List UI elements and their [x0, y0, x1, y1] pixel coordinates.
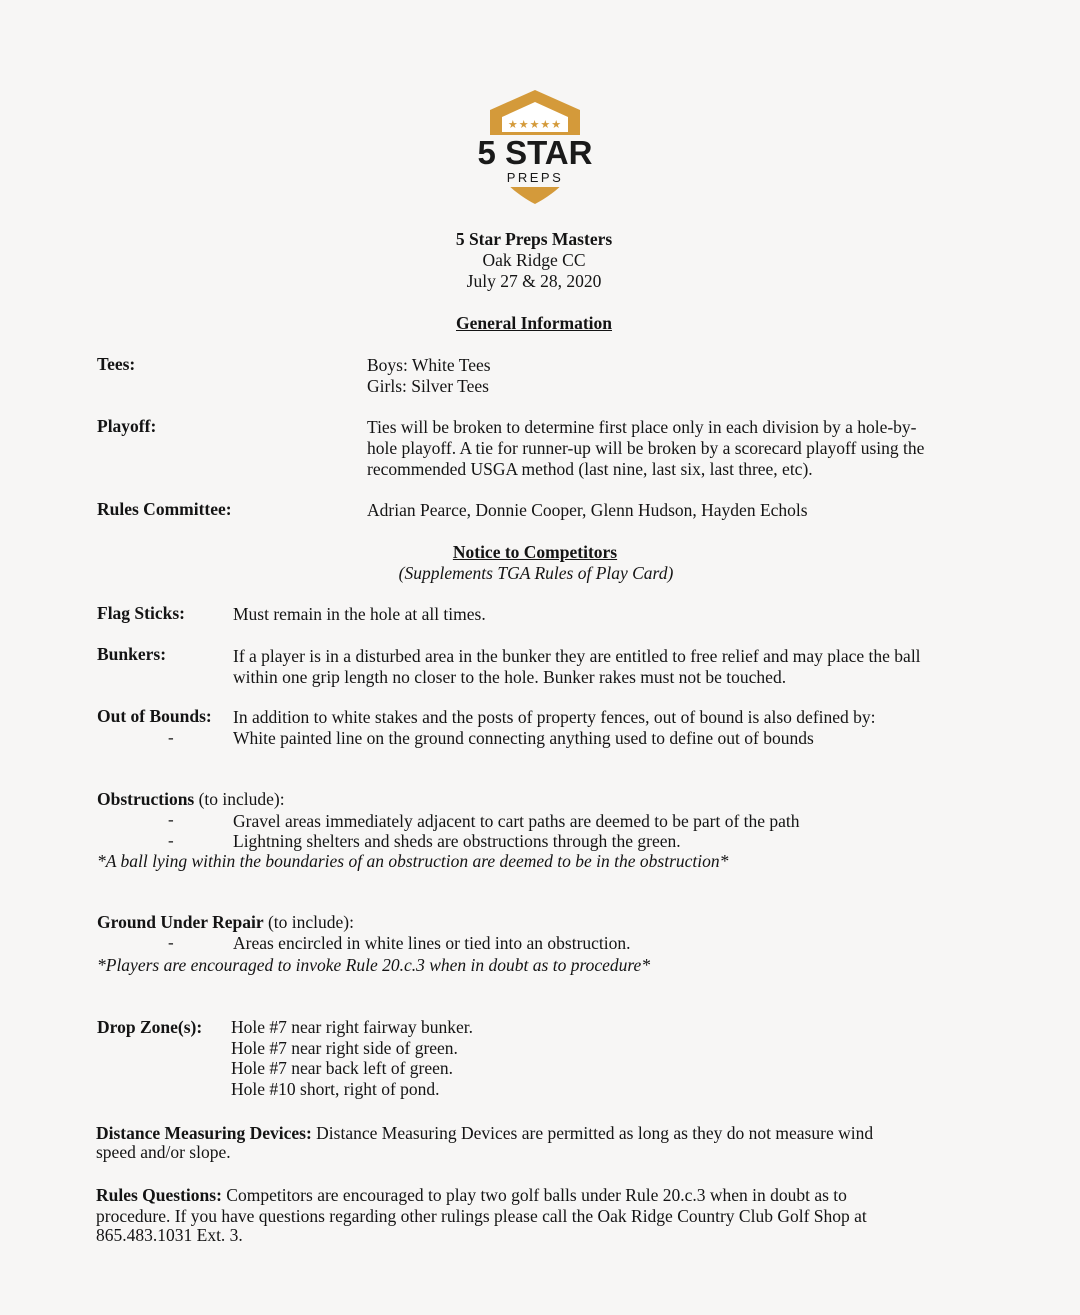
- tees-girls: Girls: Silver Tees: [367, 376, 489, 396]
- obstructions-label: Obstructions: [97, 789, 195, 809]
- bullet-dash: -: [168, 933, 174, 952]
- rules-questions-text: Competitors are encouraged to play two golf balls under Rule 20.c.3 when in doubt as to: [221, 1185, 847, 1205]
- dmd-label: Distance Measuring Devices:: [96, 1123, 312, 1143]
- out-of-bounds-item: White painted line on the ground connecting anything used to define out of bounds: [233, 728, 814, 748]
- notice-subheading: (Supplements TGA Rules of Play Card): [398, 563, 674, 583]
- obstructions-item-1: Gravel areas immediately adjacent to cart paths are deemed to be part of the path: [233, 811, 800, 831]
- drop-zone-item: Hole #10 short, right of pond.: [231, 1079, 440, 1099]
- obstructions-item-2: Lightning shelters and sheds are obstructions through the green.: [233, 831, 681, 851]
- tees-boys: Boys: White Tees: [367, 355, 491, 375]
- flag-sticks-text: Must remain in the hole at all times.: [233, 604, 486, 624]
- playoff-line-3: recommended USGA method (last nine, last six, last three, etc).: [367, 459, 813, 479]
- tees-label: Tees:: [97, 354, 136, 374]
- rules-committee-label: Rules Committee:: [97, 499, 232, 519]
- bunkers-label: Bunkers:: [97, 644, 167, 664]
- rules-questions-label: Rules Questions:: [96, 1185, 222, 1205]
- obstructions-suffix: (to include):: [194, 789, 285, 809]
- bullet-dash: -: [168, 831, 174, 850]
- out-of-bounds-label: Out of Bounds:: [97, 706, 212, 726]
- bullet-dash: -: [168, 810, 174, 829]
- event-venue: Oak Ridge CC: [482, 250, 586, 270]
- drop-zone-item: Hole #7 near right side of green.: [231, 1038, 458, 1058]
- ground-under-repair-heading: [97, 912, 354, 933]
- gur-note: *Players are encouraged to invoke Rule 20.c.3 when in doubt as to procedure*: [97, 955, 651, 975]
- logo-subword: PREPS: [506, 170, 564, 185]
- gur-item-1: Areas encircled in white lines or tied into an obstruction.: [233, 933, 631, 953]
- drop-zones-label: Drop Zone(s):: [97, 1017, 203, 1037]
- five-star-preps-logo: [477, 88, 593, 206]
- playoff-label: Playoff:: [97, 416, 157, 436]
- event-dates: July 27 & 28, 2020: [466, 271, 602, 291]
- dmd-text: Distance Measuring Devices are permitted as long as they do not measure wind: [311, 1123, 874, 1143]
- logo-stars: ★★★★★: [507, 118, 563, 131]
- rules-questions-line-1: [96, 1185, 847, 1206]
- rules-committee-members: Adrian Pearce, Donnie Cooper, Glenn Hudson, Hayden Echols: [367, 500, 808, 520]
- obstructions-heading: [97, 789, 285, 810]
- rules-questions-line-2: procedure. If you have questions regarding other rulings please call the Oak Ridge Country Club Golf Shop at: [96, 1206, 867, 1226]
- drop-zone-item: Hole #7 near back left of green.: [231, 1058, 454, 1078]
- flag-sticks-label: Flag Sticks:: [97, 603, 185, 623]
- bunkers-line-1: If a player is in a disturbed area in the bunker they are entitled to free relief and may place the ball: [233, 646, 921, 666]
- playoff-line-1: Ties will be broken to determine first place only in each division by a hole-by-: [367, 417, 917, 437]
- general-information-heading: General Information: [455, 313, 613, 333]
- bunkers-line-2: within one grip length no closer to the hole. Bunker rakes must not be touched.: [233, 667, 787, 687]
- notice-heading: Notice to Competitors: [452, 542, 618, 562]
- gur-suffix: (to include):: [263, 912, 354, 932]
- bullet-dash: -: [168, 728, 174, 747]
- playoff-line-2: hole playoff. A tie for runner-up will be broken by a scorecard playoff using the: [367, 438, 925, 458]
- event-title: 5 Star Preps Masters: [455, 229, 613, 249]
- dmd-line-1: [96, 1123, 873, 1144]
- obstructions-note: *A ball lying within the boundaries of an obstruction are deemed to be in the obstruction*: [97, 851, 729, 871]
- out-of-bounds-text: In addition to white stakes and the posts of property fences, out of bound is also defined by:: [233, 707, 876, 727]
- rules-questions-phone: 865.483.1031 Ext. 3.: [96, 1225, 243, 1245]
- gur-label: Ground Under Repair: [97, 912, 264, 932]
- logo-wordmark: 5 STAR: [477, 134, 593, 171]
- dmd-line-2: speed and/or slope.: [96, 1142, 231, 1162]
- drop-zone-item: Hole #7 near right fairway bunker.: [231, 1017, 474, 1037]
